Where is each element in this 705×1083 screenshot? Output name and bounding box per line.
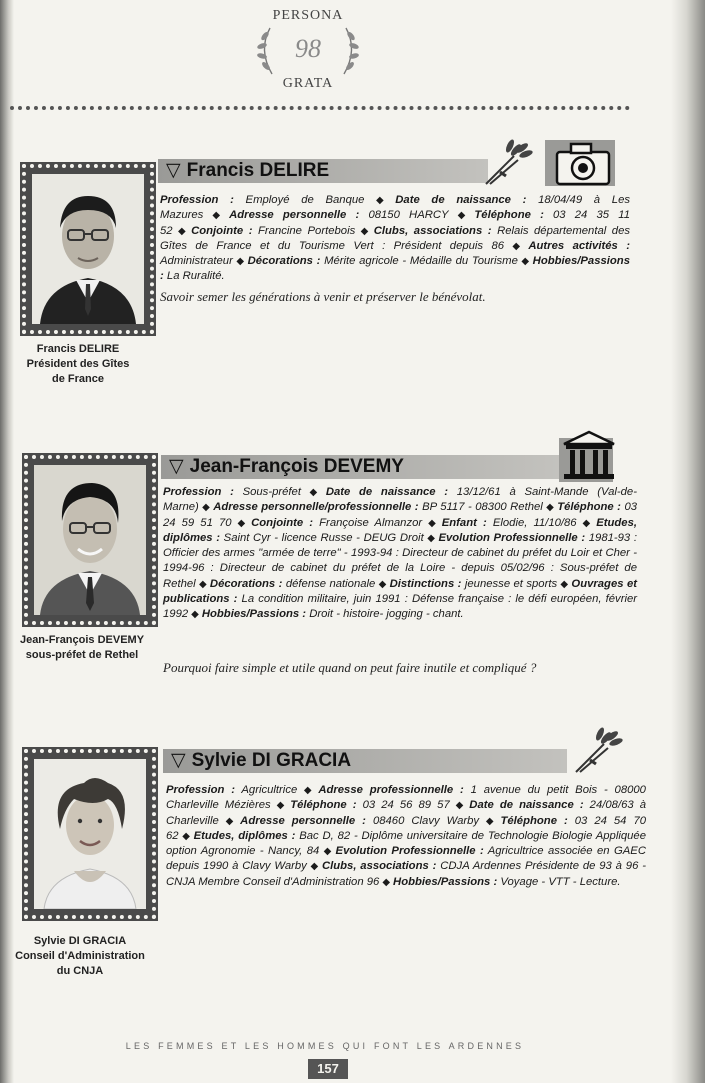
person-name: Sylvie DI GRACIA	[191, 750, 352, 771]
caption-title: Conseil d'Administration	[15, 950, 145, 962]
diamond-icon: ◆	[378, 578, 387, 590]
person-quote: Pourquoi faire simple et utile quand on peut faire inutile et compliqué ?	[163, 660, 537, 675]
caption-title-line2: de France	[52, 373, 104, 385]
caption-name: Francis DELIRE	[36, 343, 120, 355]
persona-grata-logo	[248, 4, 368, 96]
bio-value: Mérite agricole - Médaille du Tourisme	[324, 255, 518, 268]
person-name-bar	[161, 455, 559, 479]
page-edge-shadow	[671, 0, 705, 1083]
bio-value: BP 5117 - 08300 Rethel	[422, 501, 543, 514]
diamond-icon: ◆	[426, 532, 436, 544]
diamond-icon: ◆	[303, 487, 323, 498]
portrait-woman-icon	[34, 759, 146, 909]
portrait-caption	[8, 342, 148, 387]
portrait-frame	[24, 455, 156, 625]
diamond-icon: ◆	[181, 830, 191, 842]
bio-value: Saint Cyr - licence Russe - DEUG Droit	[223, 531, 424, 544]
person-name: Francis DELIRE	[186, 160, 330, 181]
portrait-photo	[34, 759, 146, 909]
bio-value: 08460 Clavy Warby	[372, 814, 480, 827]
wheat-icon	[570, 722, 626, 778]
diamond-icon: ◆	[309, 861, 319, 873]
bio-value: Administrateur	[160, 255, 233, 268]
diamond-icon: ◆	[273, 800, 288, 812]
portrait-man-icon	[32, 174, 144, 324]
diamond-icon: ◆	[425, 517, 439, 529]
person-name: Jean-François DEVEMY	[189, 456, 404, 477]
diamond-icon: ◆	[191, 609, 199, 621]
diamond-icon: ◆	[382, 876, 391, 888]
portrait-photo	[32, 174, 144, 324]
diamond-icon: ◆	[206, 210, 227, 222]
caption-title: sous-préfet de Rethel	[25, 649, 139, 661]
diamond-icon: ◆	[482, 815, 498, 827]
portrait-frame	[24, 749, 156, 919]
government-building-icon	[560, 428, 618, 482]
portrait-photo	[34, 465, 146, 615]
portrait-man-icon	[34, 465, 146, 615]
bio-value: 03 24 35 11 52	[160, 209, 630, 237]
page-gutter-shadow	[0, 0, 14, 1083]
bio-value: 03 24 54 70 62	[166, 814, 647, 842]
diamond-icon: ◆	[235, 256, 245, 268]
bio-value: 08150 HARCY	[368, 209, 449, 222]
logo-year: 98	[295, 34, 321, 63]
diamond-icon: ◆	[358, 225, 371, 237]
diamond-icon: ◆	[520, 256, 530, 268]
person-name-bar	[163, 749, 567, 773]
footer-tagline: LES FEMMES ET LES HOMMES QUI FONT LES ARDENNES	[125, 1041, 525, 1051]
bio-value: Bac D, 82 - Diplôme universitaire de Technologie Biologie Appliquée option Agronomie - Nancy, 84	[166, 829, 646, 858]
bio-value: La Ruralité.	[166, 270, 225, 283]
bio-value: 1981-93 : Officier des armes "armée de terre" - 1993-94 : Directeur de cabinet du préfet du Loir et Cher - 1994-96 : Directeur de cabinet du préfet de la Loire - depuis 05/02/96 : Sous-préfet de Rethel	[163, 531, 637, 590]
bio-value: 1 avenue du petit Bois - 08000 Charleville Mézières	[166, 784, 646, 812]
bio-value: Françoise Almanzor	[319, 516, 423, 529]
bio-value: 18/04/49 à Les Mazures	[160, 194, 630, 222]
portrait-caption	[8, 934, 152, 979]
diamond-icon: ◆	[367, 195, 393, 206]
diamond-icon: ◆	[452, 800, 467, 812]
bio-value: Agricultrice	[241, 784, 298, 796]
bio-value: 03 24 59 51 70	[163, 501, 638, 529]
diamond-icon: ◆	[560, 578, 569, 590]
person-bio: Profession : Agricultrice ◆ Adresse professionnelle : 1 avenue du petit Bois - 08000 Charleville Mézières ◆ Téléphone : 03 24 56 89 57 ◆ Date de naissance : 24/08/63 à Charleville ◆ Adresse personnelle : 08460 Clavy Warby ◆ Téléphone : 03 24 54 70 62 ◆ Etudes, diplômes : Bac D, 82 - Diplôme universitaire de Technologie Biologie Appliquée option Agronomie - Nancy, 84 ◆ Evolution Professionnelle : Agricultrice associée en GAEC depuis 1990 à Clavy Warby ◆ Clubs, associations : CDJA Ardennes Présidente de 93 à 96 - CNJA Membre Conseil d'Administration 96 ◆ Hobbies/Passions : Voyage - VTT - Lecture.	[166, 784, 647, 888]
header-dotted-divider	[10, 106, 630, 110]
diamond-icon: ◆	[451, 210, 472, 222]
diamond-icon: ◆	[507, 240, 526, 252]
wheat-icon	[480, 134, 536, 190]
portrait-frame	[22, 164, 154, 334]
logo-word-grata: GRATA	[282, 76, 334, 91]
bio-value: CDJA Ardennes Présidente de 93 à 96 - CNJA Membre Conseil d'Administration 96	[166, 860, 646, 888]
bio-value: Relais départemental des Gîtes de France et du Tourisme Vert : Président depuis 86	[160, 224, 631, 252]
bio-value: 24/08/63 à Charleville	[166, 799, 646, 827]
bio-value: jeunesse et sports	[464, 577, 558, 590]
diamond-icon: ◆	[234, 517, 249, 529]
diamond-icon: ◆	[198, 578, 207, 590]
diamond-icon: ◆	[300, 785, 316, 796]
caption-title-line2: du CNJA	[56, 965, 104, 977]
diamond-icon: ◆	[545, 502, 555, 514]
bio-value: Droit - histoire- jogging - chant.	[309, 608, 464, 621]
bio-value: 03 24 56 89 57	[362, 799, 450, 812]
diamond-icon: ◆	[201, 502, 211, 514]
bio-value: Sous-préfet	[242, 486, 301, 498]
triangle-down-icon: ▽	[166, 160, 181, 181]
camera-icon	[553, 138, 613, 186]
bio-value: 13/12/61 à Saint-Mande (Val-de-Marne)	[163, 486, 637, 514]
caption-name: Sylvie DI GRACIA	[33, 935, 127, 947]
person-bio: Profession : Employé de Banque ◆ Date de naissance : 18/04/49 à Les Mazures ◆ Adresse personnelle : 08150 HARCY ◆ Téléphone : 03 24 35 11 52 ◆ Conjointe : Francine Portebois ◆ Clubs, associations : Relais départemental des Gîtes de France et du Tourisme Vert : Président depuis 86 ◆ Autres activités : Administrateur ◆ Décorations : Mérite agricole - Médaille du Tourisme ◆ Hobbies/Passions : La Ruralité.	[160, 194, 631, 283]
person-quote: Savoir semer les générations à venir et préserver le bénévolat.	[160, 289, 486, 304]
bio-value: Agricultrice associée en GAEC depuis 1990 à Clavy Warby	[166, 845, 646, 873]
triangle-down-icon: ▽	[169, 456, 184, 477]
diamond-icon: ◆	[579, 517, 594, 529]
portrait-caption	[2, 633, 162, 663]
triangle-down-icon: ▽	[171, 750, 186, 771]
bio-value: Francine Portebois	[258, 224, 356, 237]
diamond-icon: ◆	[221, 815, 238, 827]
diamond-icon: ◆	[175, 225, 189, 237]
bio-value: défense nationale	[285, 577, 376, 590]
bio-value: Voyage - VTT - Lecture.	[500, 875, 621, 888]
logo-word-persona: PERSONA	[272, 8, 344, 23]
caption-name: Jean-François DEVEMY	[19, 634, 145, 646]
caption-title: Président des Gîtes	[26, 358, 130, 370]
person-name-bar	[158, 159, 488, 183]
bio-value: Elodie, 11/10/86	[492, 516, 577, 529]
person-bio: Profession : Sous-préfet ◆ Date de naissance : 13/12/61 à Saint-Mande (Val-de-Marne) ◆ Adresse personnelle/professionnelle : BP 5117 - 08300 Rethel ◆ Téléphone : 03 24 59 51 70 ◆ Conjointe : Françoise Almanzor ◆ Enfant : Elodie, 11/10/86 ◆ Etudes, diplômes : Saint Cyr - licence Russe - DEUG Droit ◆ Evolution Professionnelle : 1981-93 : Officier des armes "armée de terre" - 1993-94 : Directeur de cabinet du préfet du Loir et Cher - 1994-96 : Directeur de cabinet du préfet de la Loire - depuis 05/02/96 : Sous-préfet de Rethel ◆ Décorations : défense nationale ◆ Distinctions : jeunesse et sports ◆ Ouvrages et publications : La condition militaire, juin 1991 : Défense française : le défi européen, février 1992 ◆ Hobbies/Passions : Droit - histoire- jogging - chant.	[163, 486, 638, 621]
bio-value: Employé de Banque	[245, 194, 365, 206]
page-number: 157	[308, 1059, 348, 1079]
diamond-icon: ◆	[322, 846, 333, 858]
bio-value: La condition militaire, juin 1991 : Défense française : le défi européen, février 1992	[163, 593, 638, 621]
